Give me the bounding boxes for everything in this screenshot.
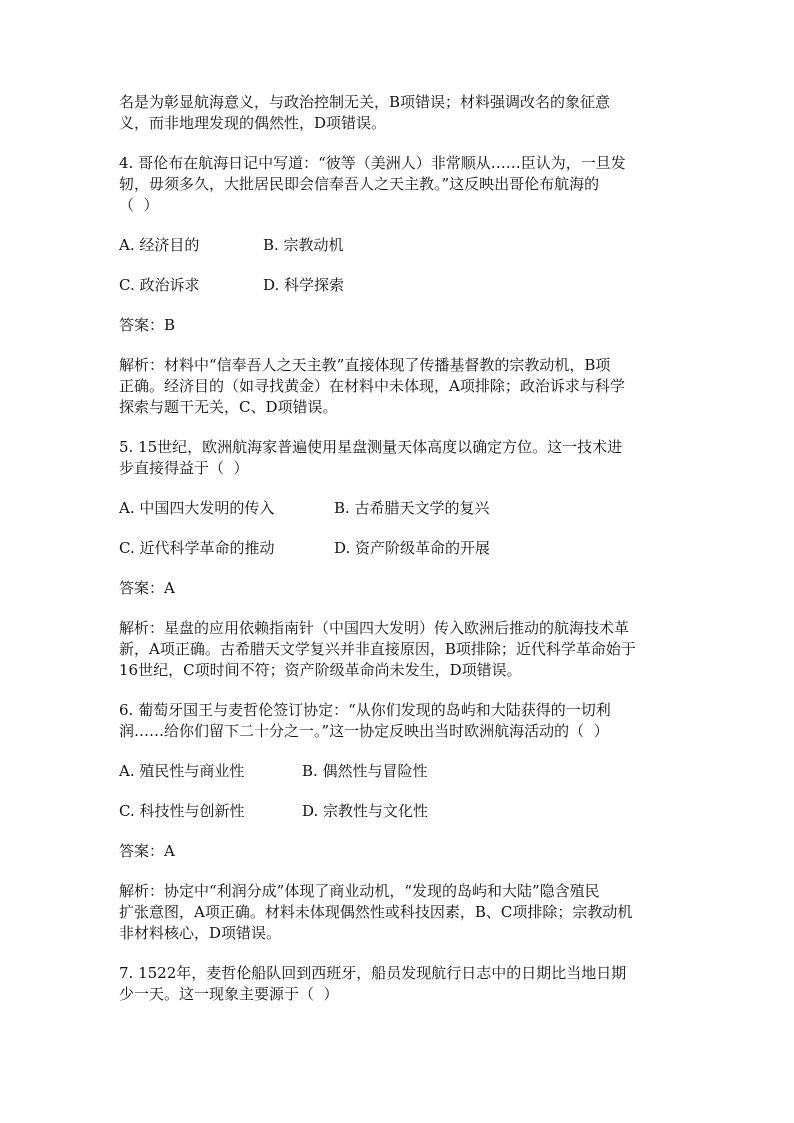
option-b: B. 偶然性与冒险性 — [302, 762, 428, 780]
option-c: C. 近代科学革命的推动 — [119, 539, 275, 557]
analysis-line: 非材料核心，D项错误。 — [119, 924, 282, 942]
options-row — [119, 498, 679, 519]
question-7 — [119, 963, 679, 1005]
analysis-line: 探索与题干无关，C、D项错误。 — [119, 398, 338, 416]
question-stem-line: 步直接得益于（ ） — [119, 459, 249, 477]
answer: 答案：B — [119, 316, 176, 334]
question-stem-line: 少一天。这一现象主要源于（ ） — [119, 985, 339, 1003]
question-4 — [119, 153, 679, 418]
answer: 答案：A — [119, 579, 175, 597]
option-c: C. 政治诉求 — [119, 276, 200, 294]
analysis-line: 扩张意图，A项正确。材料未体现偶然性或科技因素，B、C项排除；宗教动机 — [119, 903, 633, 921]
question-stem-line: 润……给你们留下二十分之一。”这一协定反映出当时欧洲航海活动的（ ） — [119, 722, 609, 740]
question-stem-line: 6. 葡萄牙国王与麦哲伦签订协定：“从你们发现的岛屿和大陆获得的一切利 — [119, 701, 611, 719]
options-row — [119, 761, 679, 782]
question-stem-line: 5. 15世纪，欧洲航海家普遍使用星盘测量天体高度以确定方位。这一技术进 — [119, 438, 623, 456]
question-stem-line: （ ） — [119, 196, 159, 214]
options-row — [119, 235, 679, 256]
option-a: A. 经济目的 — [119, 236, 200, 254]
answer: 答案：A — [119, 842, 175, 860]
analysis-line: 16世纪，C项时间不符；资产阶级革命尚未发生，D项错误。 — [119, 661, 522, 679]
option-d: D. 科学探索 — [263, 276, 345, 294]
options-row — [119, 275, 679, 296]
option-a: A. 殖民性与商业性 — [119, 762, 245, 780]
option-a: A. 中国四大发明的传入 — [119, 499, 275, 517]
options-row — [119, 538, 679, 559]
previous-analysis-tail — [119, 92, 679, 134]
option-d: D. 资产阶级革命的开展 — [334, 539, 491, 557]
analysis-line: 正确。经济目的（如寻找黄金）在材料中未体现，A项排除；政治诉求与科学 — [119, 377, 625, 395]
option-b: B. 宗教动机 — [263, 236, 344, 254]
question-6 — [119, 700, 679, 944]
option-c: C. 科技性与创新性 — [119, 802, 245, 820]
question-stem-line: 4. 哥伦布在航海日记中写道：“彼等（美洲人）非常顺从……臣认为，一旦发 — [119, 154, 626, 172]
question-stem-line: 轫，毋须多久，大批居民即会信奉吾人之天主教。”这反映出哥伦布航海的 — [119, 175, 600, 193]
analysis-line: 解析：星盘的应用依赖指南针（中国四大发明）传入欧洲后推动的航海技术革 — [119, 619, 630, 637]
analysis-line: 新，A项正确。古希腊天文学复兴并非直接原因，B项排除；近代科学革命始于 — [119, 640, 636, 658]
question-stem-line: 7. 1522年，麦哲伦船队回到西班牙，船员发现航行日志中的日期比当地日期 — [119, 964, 627, 982]
options-row — [119, 801, 679, 822]
option-b: B. 古希腊天文学的复兴 — [334, 499, 490, 517]
option-d: D. 宗教性与文化性 — [302, 802, 429, 820]
question-5 — [119, 437, 679, 681]
document-page — [119, 92, 679, 1005]
analysis-line: 解析：材料中“信奉吾人之天主教”直接体现了传播基督教的宗教动机，B项 — [119, 356, 611, 374]
text-line: 义，而非地理发现的偶然性，D项错误。 — [119, 114, 387, 132]
analysis-line: 解析：协定中“利润分成”体现了商业动机，“发现的岛屿和大陆”隐含殖民 — [119, 882, 600, 900]
text-line: 名是为彰显航海意义，与政治控制无关，B项错误；材料强调改名的象征意 — [119, 93, 611, 111]
